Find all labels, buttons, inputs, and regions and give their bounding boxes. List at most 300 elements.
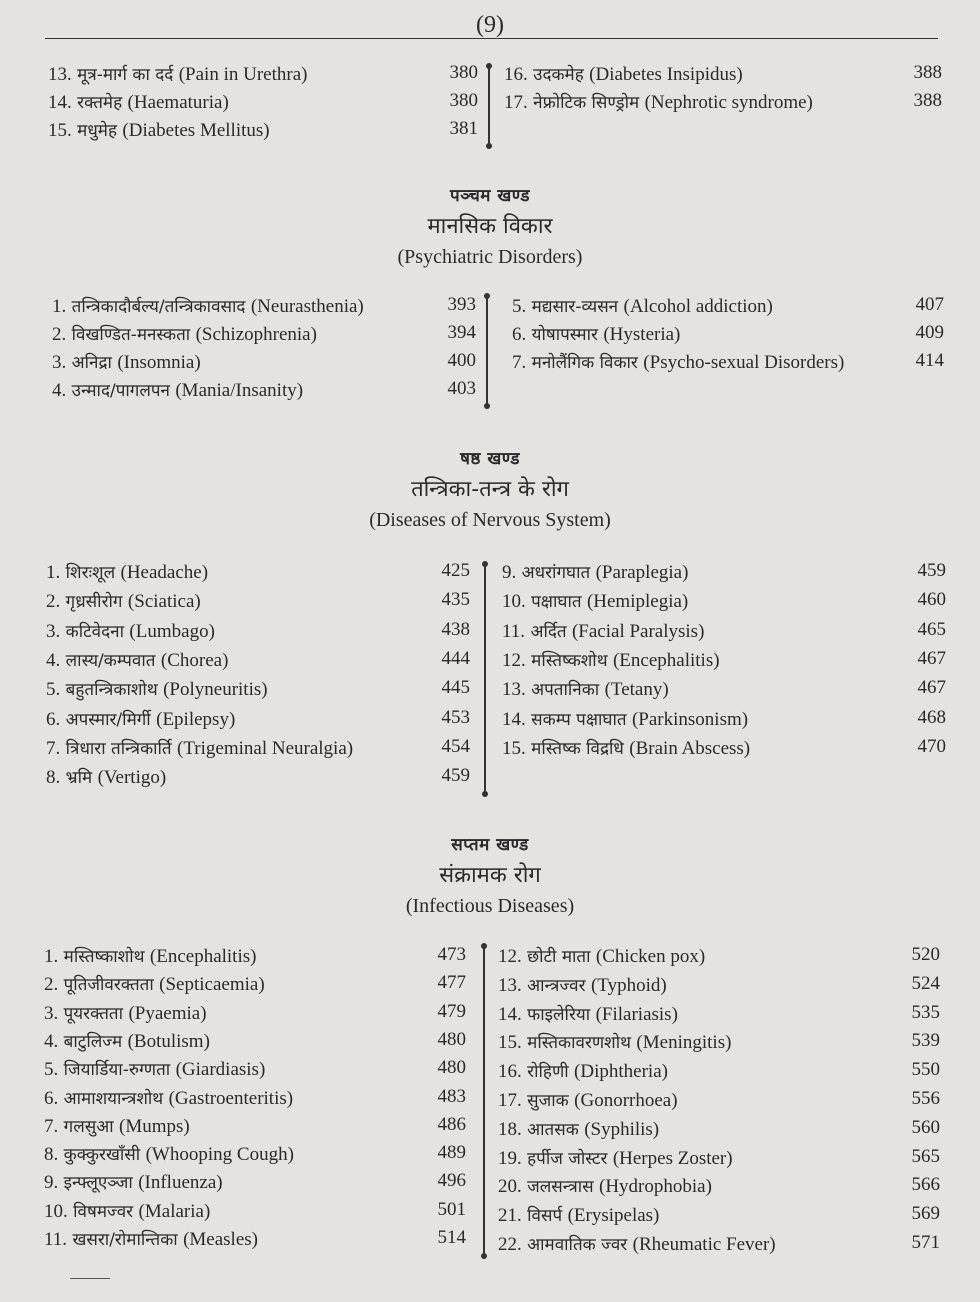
entry-page-number: 453 bbox=[441, 706, 470, 728]
entry-number: 4. bbox=[52, 380, 67, 401]
entry-text bbox=[46, 619, 215, 643]
entry-english-title: (Hemiplegia) bbox=[586, 591, 689, 613]
top-block bbox=[0, 62, 980, 142]
entry-text bbox=[52, 350, 201, 374]
entry-number: 3. bbox=[52, 352, 67, 373]
toc-entry bbox=[502, 648, 944, 677]
entry-hindi-title: कटिवेदना bbox=[65, 621, 125, 642]
entry-hindi-title: अपतानिका bbox=[531, 680, 600, 701]
entry-number: 10. bbox=[502, 591, 526, 613]
entry-english-title: (Neurasthenia) bbox=[250, 296, 364, 317]
entry-page-number: 388 bbox=[913, 62, 942, 83]
entry-hindi-title: छोटी माता bbox=[527, 947, 591, 967]
entry-hindi-title: विसर्प bbox=[527, 1206, 563, 1227]
toc-entry bbox=[504, 90, 944, 118]
entry-hindi-title: हर्पीज जोस्टर bbox=[527, 1148, 608, 1169]
entry-number: 6. bbox=[46, 708, 61, 730]
entry-page-number: 380 bbox=[449, 62, 478, 83]
entry-page-number: 459 bbox=[441, 765, 470, 787]
entry-number: 16. bbox=[498, 1061, 522, 1083]
entry-text bbox=[52, 378, 303, 402]
entry-page-number: 489 bbox=[437, 1142, 466, 1164]
entry-page-number: 459 bbox=[917, 560, 946, 581]
section-subtitle: (Diseases of Nervous System) bbox=[369, 509, 611, 531]
entry-page-number: 465 bbox=[917, 618, 946, 640]
entry-text bbox=[44, 1029, 210, 1053]
entry-text bbox=[44, 1170, 223, 1194]
entry-number: 16. bbox=[504, 64, 528, 85]
toc-entry bbox=[44, 1001, 468, 1029]
toc-entry bbox=[498, 944, 944, 973]
toc-entry bbox=[512, 294, 944, 322]
entry-hindi-title: सुजाक bbox=[527, 1091, 569, 1111]
toc-entry bbox=[498, 973, 944, 1002]
entry-text bbox=[512, 294, 773, 318]
entry-number: 7. bbox=[44, 1115, 59, 1137]
entry-number: 11. bbox=[44, 1229, 68, 1250]
entry-number: 15. bbox=[48, 120, 72, 141]
entry-page-number: 496 bbox=[437, 1170, 466, 1192]
entry-page-number: 470 bbox=[917, 735, 946, 757]
entry-hindi-title: लास्य/कम्पवात bbox=[65, 650, 156, 671]
entry-number: 6. bbox=[512, 324, 527, 345]
entry-hindi-title: मस्तिष्कशोथ bbox=[531, 650, 608, 671]
entry-number: 19. bbox=[498, 1147, 522, 1169]
entry-page-number: 468 bbox=[917, 706, 946, 728]
entry-hindi-title: आमाशयान्त्रशोथ bbox=[63, 1088, 164, 1109]
entry-text bbox=[502, 648, 720, 672]
entry-hindi-title: पूतिजीवरक्तता bbox=[63, 975, 154, 996]
toc-entry bbox=[498, 1174, 944, 1203]
entry-english-title: (Encephalitis) bbox=[612, 649, 720, 671]
entry-text bbox=[48, 118, 270, 142]
entry-number: 18. bbox=[498, 1118, 522, 1140]
toc-entry bbox=[46, 560, 476, 589]
entry-text bbox=[502, 677, 669, 701]
entry-english-title: (Alcohol addiction) bbox=[623, 296, 773, 317]
entry-english-title: (Botulism) bbox=[127, 1030, 210, 1052]
entry-english-title: (Vertigo) bbox=[97, 767, 167, 789]
entry-english-title: (Psycho-sexual Disorders) bbox=[643, 352, 845, 373]
entry-hindi-title: खसरा/रोमान्तिका bbox=[72, 1230, 178, 1250]
entry-english-title: (Facial Paralysis) bbox=[571, 620, 705, 642]
entry-number: 7. bbox=[512, 352, 527, 373]
section-subtitle: (Psychiatric Disorders) bbox=[397, 246, 583, 268]
toc-entry bbox=[44, 1057, 468, 1085]
entry-number: 9. bbox=[44, 1172, 59, 1194]
entry-hindi-title: सकम्प पक्षाघात bbox=[531, 709, 627, 730]
toc-entry bbox=[498, 1088, 944, 1117]
entry-text bbox=[52, 322, 317, 346]
entry-text bbox=[512, 322, 680, 346]
entry-text bbox=[512, 350, 844, 374]
section-label: षष्ठ खण्ड bbox=[460, 449, 520, 469]
top-right-column bbox=[504, 62, 944, 118]
toc-entry bbox=[46, 736, 476, 765]
entry-english-title: (Pyaemia) bbox=[128, 1002, 207, 1024]
entry-english-title: (Measles) bbox=[183, 1229, 258, 1250]
toc-entry bbox=[44, 1142, 468, 1170]
entry-text bbox=[498, 1002, 678, 1026]
entry-hindi-title: भ्रमि bbox=[65, 768, 93, 789]
entry-page-number: 479 bbox=[437, 1000, 466, 1022]
entry-text bbox=[498, 1174, 712, 1198]
entry-number: 12. bbox=[498, 946, 522, 967]
column-divider bbox=[484, 564, 486, 794]
entry-number: 17. bbox=[498, 1090, 522, 1111]
entry-number: 14. bbox=[48, 92, 72, 113]
entry-hindi-title: आन्त्रज्वर bbox=[527, 975, 586, 996]
entry-page-number: 380 bbox=[449, 90, 478, 111]
entry-hindi-title: पक्षाघात bbox=[531, 592, 582, 613]
entry-number: 13. bbox=[48, 64, 72, 85]
toc-entry bbox=[504, 62, 944, 90]
entry-text bbox=[48, 62, 307, 86]
entry-number: 5. bbox=[512, 296, 527, 317]
entry-english-title: (Erysipelas) bbox=[567, 1205, 660, 1227]
entry-text bbox=[52, 294, 364, 318]
entry-text bbox=[502, 560, 688, 584]
entry-page-number: 438 bbox=[441, 618, 470, 640]
entry-hindi-title: रक्तमेह bbox=[77, 93, 123, 113]
entry-hindi-title: मूत्र-मार्ग का दर्द bbox=[77, 65, 174, 85]
column-divider bbox=[488, 66, 490, 146]
entry-english-title: (Parkinsonism) bbox=[631, 708, 749, 730]
entry-english-title: (Polyneuritis) bbox=[163, 679, 268, 701]
entry-text bbox=[48, 90, 229, 114]
right-column bbox=[502, 560, 944, 765]
toc-entry bbox=[512, 350, 944, 378]
entry-page-number: 556 bbox=[911, 1088, 940, 1109]
entry-page-number: 435 bbox=[441, 589, 470, 611]
section-label: सप्तम खण्ड bbox=[451, 835, 529, 855]
entry-english-title: (Filariasis) bbox=[595, 1003, 678, 1025]
toc-entry bbox=[502, 589, 944, 618]
toc-entry bbox=[44, 972, 468, 1000]
entry-hindi-title: मद्यसार-व्यसन bbox=[531, 297, 619, 317]
entry-text bbox=[502, 619, 704, 643]
entry-text bbox=[504, 62, 743, 86]
entry-text bbox=[498, 1232, 776, 1256]
entry-english-title: (Gastroenteritis) bbox=[168, 1087, 294, 1109]
entry-english-title: (Syphilis) bbox=[584, 1118, 660, 1140]
section-label: पञ्चम खण्ड bbox=[450, 186, 530, 206]
entry-page-number: 477 bbox=[437, 972, 466, 994]
entry-english-title: (Headache) bbox=[120, 562, 209, 583]
entry-number: 12. bbox=[502, 649, 526, 671]
entry-number: 8. bbox=[46, 767, 61, 789]
entry-number: 13. bbox=[502, 679, 526, 701]
column-divider bbox=[483, 946, 485, 1256]
toc-entry bbox=[44, 1227, 468, 1255]
entry-page-number: 467 bbox=[917, 647, 946, 669]
toc-entry bbox=[498, 1232, 944, 1261]
entry-text bbox=[44, 1227, 258, 1251]
entry-hindi-title: जियार्डिया-रुग्णता bbox=[63, 1060, 171, 1081]
entry-number: 1. bbox=[52, 296, 67, 317]
entry-hindi-title: शिरःशूल bbox=[65, 563, 116, 583]
entry-text bbox=[498, 1088, 678, 1112]
entry-text bbox=[44, 944, 256, 968]
toc-entry bbox=[44, 1086, 468, 1114]
entry-page-number: 514 bbox=[437, 1227, 466, 1248]
toc-entry bbox=[502, 560, 944, 589]
entry-number: 4. bbox=[46, 649, 61, 671]
toc-entry bbox=[44, 1199, 468, 1227]
entry-page-number: 400 bbox=[447, 350, 476, 371]
entry-text bbox=[498, 1203, 659, 1227]
entry-page-number: 501 bbox=[437, 1198, 466, 1220]
toc-entry bbox=[498, 1059, 944, 1088]
entry-number: 8. bbox=[44, 1144, 59, 1166]
entry-number: 13. bbox=[498, 974, 522, 996]
toc-entry bbox=[502, 736, 944, 765]
entry-number: 3. bbox=[46, 620, 61, 642]
entry-hindi-title: विखण्डित-मनस्कता bbox=[71, 325, 191, 345]
entry-hindi-title: जलसन्त्रास bbox=[527, 1177, 594, 1198]
entry-text bbox=[502, 736, 750, 760]
entry-hindi-title: उदकमेह bbox=[533, 65, 584, 85]
entry-page-number: 571 bbox=[911, 1232, 940, 1253]
entry-page-number: 388 bbox=[913, 90, 942, 111]
toc-entry bbox=[498, 1146, 944, 1175]
entry-number: 6. bbox=[44, 1087, 59, 1109]
entry-number: 14. bbox=[502, 708, 526, 730]
toc-entry bbox=[46, 765, 476, 794]
entry-number: 5. bbox=[46, 679, 61, 701]
entry-text bbox=[504, 90, 813, 114]
entry-number: 22. bbox=[498, 1234, 522, 1255]
entry-english-title: (Mania/Insanity) bbox=[175, 380, 304, 401]
entry-page-number: 381 bbox=[449, 118, 478, 139]
entry-english-title: (Epilepsy) bbox=[156, 708, 236, 730]
entry-page-number: 520 bbox=[911, 944, 940, 965]
section-psychiatric bbox=[0, 183, 980, 269]
entry-english-title: (Sciatica) bbox=[127, 591, 201, 613]
entry-page-number: 409 bbox=[915, 322, 944, 343]
entry-english-title: (Insomnia) bbox=[117, 352, 201, 373]
entry-english-title: (Paraplegia) bbox=[595, 562, 689, 583]
page-number: (9) bbox=[0, 12, 980, 39]
entry-text bbox=[44, 1199, 210, 1223]
entry-number: 1. bbox=[46, 562, 61, 583]
entry-english-title: (Hydrophobia) bbox=[599, 1176, 712, 1198]
entry-page-number: 394 bbox=[447, 322, 476, 343]
entry-hindi-title: उन्माद/पागलपन bbox=[71, 381, 170, 401]
entry-hindi-title: बहुतन्त्रिकाशोथ bbox=[65, 680, 158, 701]
entry-text bbox=[498, 1030, 731, 1054]
toc-entry bbox=[502, 619, 944, 648]
section-subtitle: (Infectious Diseases) bbox=[405, 895, 575, 917]
footer-mark bbox=[70, 1278, 110, 1279]
toc-entry bbox=[48, 90, 478, 118]
entry-text bbox=[46, 765, 166, 789]
entry-english-title: (Lumbago) bbox=[129, 620, 215, 642]
entry-text bbox=[498, 1146, 733, 1170]
entry-english-title: (Diphtheria) bbox=[574, 1061, 668, 1083]
toc-entry bbox=[48, 62, 478, 90]
entry-hindi-title: अर्दित bbox=[530, 621, 567, 642]
entry-page-number: 403 bbox=[447, 378, 476, 399]
toc-entry bbox=[48, 118, 478, 146]
entry-english-title: (Haematuria) bbox=[127, 92, 229, 113]
entry-number: 5. bbox=[44, 1059, 59, 1081]
section-title: मानसिक विकार bbox=[427, 214, 553, 239]
toc-entry bbox=[502, 707, 944, 736]
toc-entry bbox=[46, 589, 476, 618]
entry-page-number: 425 bbox=[441, 560, 470, 581]
entry-english-title: (Diabetes Mellitus) bbox=[122, 120, 270, 141]
entry-english-title: (Tetany) bbox=[604, 679, 669, 701]
entry-hindi-title: इन्फ्लूएञ्जा bbox=[63, 1173, 133, 1194]
entry-hindi-title: मनोलैंगिक विकार bbox=[531, 353, 638, 373]
entry-page-number: 539 bbox=[911, 1030, 940, 1052]
entry-english-title: (Schizophrenia) bbox=[195, 324, 317, 345]
left-column bbox=[46, 560, 476, 794]
entry-text bbox=[44, 1114, 190, 1138]
entry-hindi-title: कुक्कुरखाँसी bbox=[63, 1145, 141, 1166]
entry-number: 4. bbox=[44, 1030, 59, 1052]
entry-hindi-title: तन्त्रिकादौर्बल्य/तन्त्रिकावसाद bbox=[71, 297, 246, 317]
entry-number: 11. bbox=[502, 620, 526, 642]
entry-hindi-title: नेफ्रोटिक सिण्ड्रोम bbox=[533, 93, 640, 113]
entry-english-title: (Whooping Cough) bbox=[145, 1144, 294, 1166]
section-nervous-system bbox=[0, 446, 980, 532]
entry-hindi-title: मस्तिष्काशोथ bbox=[63, 947, 145, 967]
section-title: तन्त्रिका-तन्त्र के रोग bbox=[411, 477, 569, 502]
toc-entry bbox=[44, 1170, 468, 1198]
toc-entry bbox=[512, 322, 944, 350]
entry-text bbox=[46, 648, 228, 672]
entry-page-number: 480 bbox=[437, 1028, 466, 1050]
entry-hindi-title: विषमज्वर bbox=[73, 1201, 134, 1222]
entry-english-title: (Chorea) bbox=[160, 649, 229, 671]
entry-page-number: 550 bbox=[911, 1059, 940, 1081]
entry-english-title: (Malaria) bbox=[138, 1200, 211, 1222]
entry-english-title: (Brain Abscess) bbox=[629, 737, 751, 759]
right-column bbox=[512, 294, 944, 378]
entry-number: 20. bbox=[498, 1176, 522, 1198]
left-column bbox=[52, 294, 478, 406]
entry-hindi-title: फाइलेरिया bbox=[527, 1004, 591, 1025]
entry-page-number: 467 bbox=[917, 677, 946, 699]
entry-page-number: 454 bbox=[441, 735, 470, 757]
entry-text bbox=[502, 589, 688, 613]
toc-entry bbox=[52, 294, 478, 322]
entry-number: 2. bbox=[44, 974, 59, 996]
toc-entry bbox=[46, 648, 476, 677]
entry-text bbox=[498, 973, 667, 997]
entry-number: 15. bbox=[502, 737, 526, 759]
entry-english-title: (Meningitis) bbox=[636, 1032, 732, 1054]
entry-page-number: 460 bbox=[917, 589, 946, 611]
entry-text bbox=[498, 1059, 668, 1083]
entry-hindi-title: मधुमेह bbox=[77, 121, 117, 141]
entry-number: 2. bbox=[52, 324, 67, 345]
entry-hindi-title: मस्तिष्क विद्रधि bbox=[531, 738, 624, 759]
entry-english-title: (Septicaemia) bbox=[159, 974, 265, 996]
entry-english-title: (Influenza) bbox=[138, 1172, 223, 1194]
entry-number: 3. bbox=[44, 1002, 59, 1024]
entry-page-number: 483 bbox=[437, 1085, 466, 1107]
entry-hindi-title: गलसुआ bbox=[63, 1116, 114, 1137]
entry-hindi-title: अनिद्रा bbox=[71, 353, 112, 373]
entry-hindi-title: अपस्मार/मिर्गी bbox=[65, 709, 151, 730]
entry-text bbox=[46, 707, 235, 731]
toc-entry bbox=[52, 378, 478, 406]
entry-text bbox=[44, 1142, 294, 1166]
entry-text bbox=[44, 972, 265, 996]
entry-number: 10. bbox=[44, 1200, 68, 1222]
entry-hindi-title: त्रिधारा तन्त्रिकार्ति bbox=[65, 738, 172, 759]
entry-english-title: (Hysteria) bbox=[603, 324, 681, 345]
entry-text bbox=[502, 707, 748, 731]
entry-page-number: 535 bbox=[911, 1001, 940, 1023]
entry-english-title: (Gonorrhoea) bbox=[574, 1090, 678, 1111]
entry-page-number: 414 bbox=[915, 350, 944, 371]
entry-text bbox=[498, 1117, 659, 1141]
toc-entry bbox=[498, 1117, 944, 1146]
section-infectious bbox=[0, 832, 980, 918]
entry-number: 14. bbox=[498, 1003, 522, 1025]
toc-entry bbox=[498, 1203, 944, 1232]
entry-hindi-title: योषापस्मार bbox=[531, 325, 598, 345]
toc-entry bbox=[498, 1030, 944, 1059]
toc-entry bbox=[46, 619, 476, 648]
section-title: संक्रामक रोग bbox=[439, 863, 541, 888]
entry-text bbox=[46, 677, 268, 701]
top-left-column bbox=[48, 62, 478, 146]
entry-page-number: 524 bbox=[911, 972, 940, 994]
entry-hindi-title: रोहिणी bbox=[527, 1062, 569, 1083]
entry-english-title: (Herpes Zoster) bbox=[612, 1147, 733, 1169]
entry-page-number: 407 bbox=[915, 294, 944, 315]
column-divider bbox=[486, 296, 488, 406]
entry-number: 21. bbox=[498, 1205, 522, 1227]
entry-english-title: (Trigeminal Neuralgia) bbox=[177, 737, 354, 759]
entry-number: 17. bbox=[504, 92, 528, 113]
entry-english-title: (Diabetes Insipidus) bbox=[589, 64, 743, 85]
entry-page-number: 480 bbox=[437, 1057, 466, 1079]
entry-hindi-title: मस्तिकावरणशोथ bbox=[527, 1033, 632, 1054]
entry-text bbox=[44, 1057, 265, 1081]
entry-hindi-title: आतसक bbox=[527, 1119, 579, 1140]
entry-page-number: 566 bbox=[911, 1174, 940, 1196]
entry-page-number: 393 bbox=[447, 294, 476, 315]
entry-page-number: 560 bbox=[911, 1116, 940, 1138]
entry-number: 1. bbox=[44, 946, 59, 967]
toc-entry bbox=[52, 350, 478, 378]
entry-english-title: (Encephalitis) bbox=[149, 946, 257, 967]
entry-hindi-title: बाटुलिज्म bbox=[63, 1031, 123, 1052]
entry-number: 9. bbox=[502, 562, 517, 583]
toc-entry bbox=[46, 707, 476, 736]
entry-english-title: (Mumps) bbox=[119, 1115, 190, 1137]
toc-entry bbox=[502, 677, 944, 706]
entry-number: 15. bbox=[498, 1032, 522, 1054]
entry-english-title: (Giardiasis) bbox=[175, 1059, 266, 1081]
toc-entry bbox=[44, 944, 468, 972]
left-column bbox=[44, 944, 468, 1255]
entry-hindi-title: आमवातिक ज्वर bbox=[527, 1235, 628, 1255]
toc-entry bbox=[44, 1114, 468, 1142]
entry-text bbox=[44, 1086, 293, 1110]
entry-text bbox=[44, 1001, 207, 1025]
entry-hindi-title: पूयरक्तता bbox=[63, 1003, 124, 1024]
entry-page-number: 444 bbox=[441, 647, 470, 669]
entry-text bbox=[46, 560, 208, 584]
entry-page-number: 445 bbox=[441, 677, 470, 699]
